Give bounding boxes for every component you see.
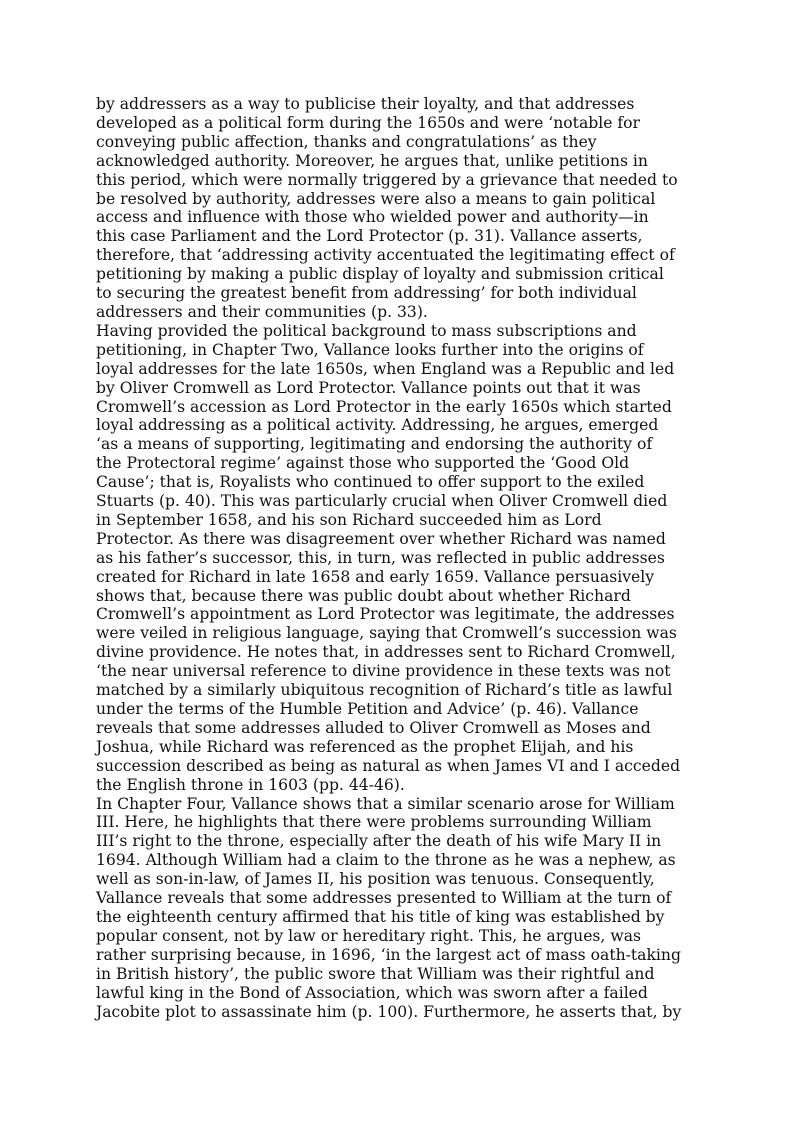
paragraph-chapter-two: Having provided the political background to mass subscriptions and petitioning, in Chapter Two, Vallance looks further into the origins of loyal addresses for the late 1650s, when England was a Republic and led by Oliver Cromwell as Lord Protector. Vallance points out that it was Cromwell’s accession as Lord Protector in the early 1650s which started loyal addressing as a political activity. Addressing, he argues, emerged ‘as a means of supporting, legitimating and endorsing the authority of the Protectoral regime’ against those who supported the ‘Good Old Cause’; that is, Royalists who continued to offer support to the exiled Stuarts (p. 40). This was particularly crucial when Oliver Cromwell died in September 1658, and his son Richard succeeded him as Lord Protector. As there was disagreement over whether Richard was named as his father’s successor, this, in turn, was reflected in public addresses created for Richard in late 1658 and early 1659. Vallance persuasively shows that, because there was public doubt about whether Richard Cromwell’s appointment as Lord Protector was legitimate, the addresses were veiled in religious language, saying that Cromwell’s succession was divine providence. He notes that, in addresses sent to Richard Cromwell, ‘the near universal reference to divine providence in these texts was not matched by a similarly ubiquitous recognition of Richard’s title as lawful under the terms of the Humble Petition and Advice’ (p. 46). Vallance reveals that some addresses alluded to Oliver Cromwell as Moses and Joshua, while Richard was referenced as the prophet Elijah, and his succession described as being as natural as when James VI and I acceded the English throne in 1603 (pp. 44-46). [96, 321, 681, 794]
paragraph-addressing-legitimacy: by addressers as a way to publicise their loyalty, and that addresses developed as a political form during the 1650s and were ‘notable for conveying public affection, thanks and congratulations’ as they acknowledged authority. Moreover, he argues that, unlike petitions in this period, which were normally triggered by a grievance that needed to be resolved by authority, addresses were also a means to gain political access and influence with those who wielded power and authority—in this case Parliament and the Lord Protector (p. 31). Vallance asserts, therefore, that ‘addressing activity accentuated the legitimating effect of petitioning by making a public display of loyalty and submission critical to securing the greatest benefit from addressing’ for both individual addressers and their communities (p. 33). [96, 95, 678, 321]
document-page [96, 95, 706, 1021]
paragraph-chapter-four: In Chapter Four, Vallance shows that a similar scenario arose for William III. Here, he highlights that there were problems surrounding William III’s right to the throne, especially after the death of his wife Mary II in 1694. Although William had a claim to the throne as he was a nephew, as well as son-in-law, of James II, his position was tenuous. Consequently, Vallance reveals that some addresses presented to William at the turn of the eighteenth century affirmed that his title of king was established by popular consent, not by law or hereditary right. This, he argues, was rather surprising because, in 1696, ‘in the largest act of mass oath-taking in British history’, the public swore that William was their rightful and lawful king in the Bond of Association, which was sworn after a failed Jacobite plot to assassinate him (p. 100). Furthermore, he asserts that, by [96, 794, 682, 1021]
